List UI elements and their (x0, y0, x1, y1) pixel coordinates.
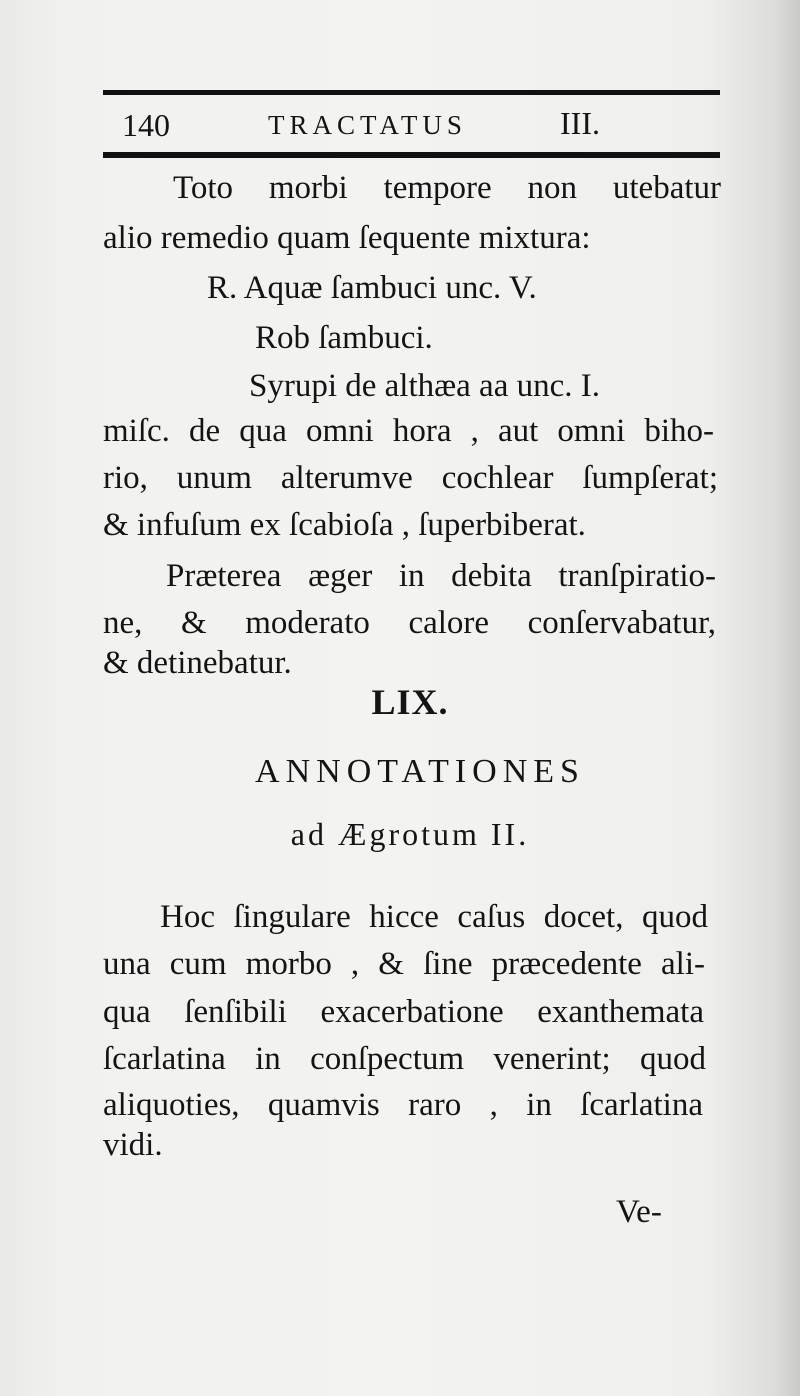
header-bottom-rule (103, 152, 720, 158)
page-number: 140 (122, 107, 170, 143)
text-line: qua ſenſibili exacerbatione exanthemata (103, 994, 704, 1030)
text-line: Toto morbi tempore non utebatur (173, 170, 721, 206)
text-line: Præterea æger in debita tranſpiratio- (166, 558, 716, 594)
text-line: & detinebatur. (103, 645, 292, 681)
text-line: una cum morbo , & ſine præcedente ali- (103, 946, 705, 982)
text-line: rio, unum alterumve cochlear ſumpſerat; (103, 460, 718, 496)
running-title: TRACTATUS (268, 110, 467, 140)
text-line: alio remedio quam ſequente mixtura: (103, 220, 591, 256)
text-line: & infuſum ex ſcabioſa , ſuperbiberat. (103, 507, 586, 543)
text-line: Syrupi de althæa aa unc. I. (249, 368, 600, 404)
section-number: LIX. (371, 682, 449, 722)
text-line: Hoc ſingulare hicce caſus docet, quod (160, 899, 708, 935)
text-line: ſcarlatina in conſpectum venerint; quod (103, 1041, 706, 1077)
text-line: R. Aquæ ſambuci unc. V. (207, 270, 537, 306)
text-line: ne, & moderato calore conſervabatur, (103, 605, 716, 641)
header-top-rule (103, 90, 720, 95)
text-line: aliquoties, quamvis raro , in ſcarlatina (103, 1087, 703, 1123)
text-line: vidi. (103, 1127, 163, 1163)
catchword: Ve- (616, 1194, 662, 1230)
section-heading: ANNOTATIONES (255, 753, 585, 790)
text-line: Rob ſambuci. (255, 320, 433, 356)
running-title-part: III. (560, 105, 600, 141)
text-line: miſc. de qua omni hora , aut omni biho- (103, 413, 714, 449)
section-subheading: ad Ægrotum II. (290, 816, 530, 852)
